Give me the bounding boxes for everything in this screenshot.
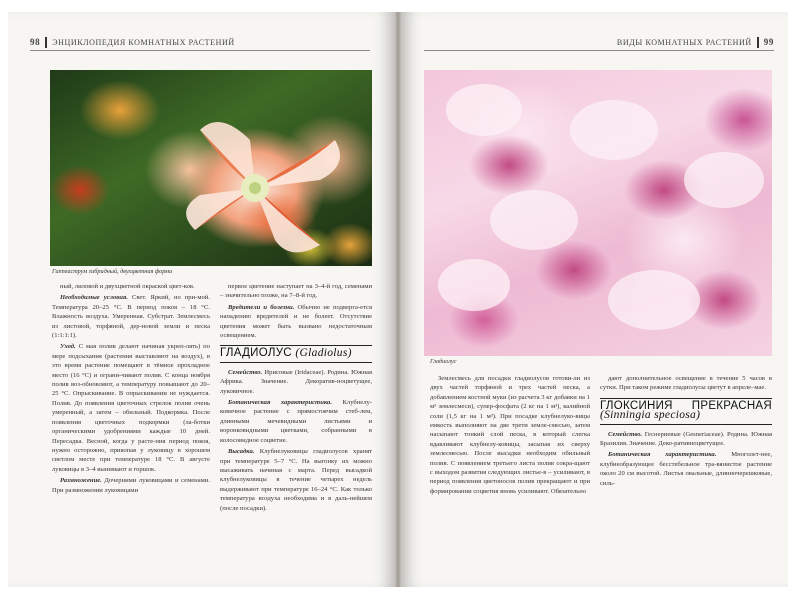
header-divider (757, 37, 759, 48)
right-running-header (424, 34, 774, 51)
paragraph: ный, лиловой и двухцветной окраской цвет-ков. (60, 283, 195, 290)
header-divider (45, 37, 47, 48)
right-page-number: 99 (763, 37, 774, 47)
paragraph: первое цветение наступает на 3–4-й год, семенами – значительно позже, на 7–8-й год. (220, 283, 372, 300)
right-text-column-1 (430, 374, 590, 498)
gladiolus-photo (424, 70, 772, 356)
right-text-column-2 (600, 374, 772, 490)
left-running-head-title: ЭНЦИКЛОПЕДИЯ КОМНАТНЫХ РАСТЕНИЙ (52, 37, 235, 47)
paragraph: Вредители и болезни. Обычно не подверга-ется нападению вредителей и не болеет. Отсутствие цветения может быть вызвано недостаточным освещением. (220, 303, 372, 340)
paragraph: Уход. С мая полив делают начиная укреп-лять) по мере подсыхания (растения выставляют на воздух), в это время растение помещают в тёмное прохладное место (16 °С) и ограни-чивают полив. С конца ноября полив воз-обновляют, а температуру повышают до 20–25 °С. Опрыскивание. В опрыскивании не нуждается. Полив. До появления цветочных стрелок полив очень умеренный, а затем – обильный. Подкормка. После появления цветочных подкормки (ла-ботки органическими удобрениями каждые 10 дней. Пересадка. Весной, когда у расте-ния период покоя, нужно осторожно, прикопав у луковицу в хорошем светлом месте при температуре 18 °С. В августе луковицы в 3–4 вынимают и горшок. (52, 343, 210, 473)
left-text-column-1 (52, 282, 210, 497)
amaryllis-caption: Гиппеаструм гибридный, двухцветная форма (52, 268, 173, 275)
paragraph: дают дополнительное освещение в течение 5 часов в сутки. При таком режиме гладиолусы цветут в апреле–мае. (600, 375, 772, 392)
section-heading-gloxinia: ГЛОКСИНИЯ ПРЕКРАСНАЯ (Sinningia speciosa) (600, 398, 772, 425)
paragraph: Ботаническая характеристика. Клубнелу-ковичное растение с прямостоячим стеб-лем, длинными мечевидными листьями и воронковидными цветками, собранными в колосовидное соцветие. (220, 399, 372, 444)
paragraph: Ботаническая характеристика. Многолет-нее, клубнеобразующее бесстебельное тра-вянистое растение около 20 см высотой. Листья овальные, длинночерешковые, силь- (600, 451, 772, 487)
right-running-head-title: ВИДЫ КОМНАТНЫХ РАСТЕНИЙ (616, 37, 752, 47)
left-text-column-2 (220, 282, 372, 515)
section-heading-gladiolus: ГЛАДИОЛУС (Gladiolus) (220, 345, 372, 362)
book-gutter (394, 12, 402, 587)
gladiolus-caption: Гладиолус (430, 358, 457, 365)
paragraph: Землесмесь для посадки гладиолусов готови-ли из двух частей торфяной и трех частей песка, а добавлением костной муки (из расчета 3 кг добавки на 1 м³ землесмеси), супер-фосфата (2 кг на 1 м³), калийной соли (1,5 кг на 1 м³). При посадке клубнелуко-вицы емкость выполняют на две трети земле-смесью, затем насыпают тонкий слой песка, в который слегка вдавливают клубнелу-ковицы, засыпая их сверху землесмесью. После высадки необходим обильный полив. С появлением третьего листа полив сокра-щают с выходом развития следующих листье-в – усиливают, в период появления цветоносов полив прекращают и при формировании соцветия вновь усиливают. Обязательно (430, 375, 590, 495)
left-page-number: 98 (30, 37, 41, 47)
amaryllis-photo (50, 70, 372, 266)
paragraph: Семейство. Геснериевые (Gesneriaceae). Родина. Южная Бразилия. Значение. Деко-ративноцветущее. (600, 430, 772, 448)
left-running-header (30, 34, 370, 51)
paragraph: Размножение. Дочерними луковицами и семенами. При размножении луковицами (52, 477, 210, 494)
paragraph: Необходимые условия. Свет. Яркий, но при-мой. Температура 20–25 °С. В период покоя – 18 °С. Влажность воздуха. Умеренная. Субстрат. Землесмесь из листовой, торфяной, дер-новой земли и песка (1:1:1:1). (52, 294, 210, 340)
paragraph: Высадка. Клубнелуковицы гладиолусов хранят при температуре 5–7 °С. На выгонку их можно высаживать начиная с марта. Перед высадкой клубнелуковицы в течение четырех недель выдерживают при температуре 16–24 °С. Как только температура воздуха необходима и в даль-нейшем (после посадки). (220, 448, 372, 512)
paragraph: Семейство. Ирисовые (Iridaceae). Родина. Южная Африка. Значение. Декоратив-ноцветущее, луковичное. (220, 368, 373, 395)
